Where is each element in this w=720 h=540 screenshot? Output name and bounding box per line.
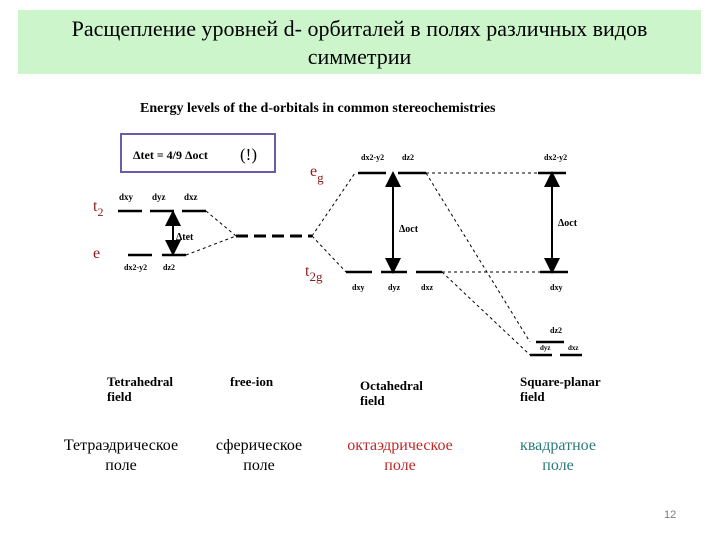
sq-dxz-label: dxz — [568, 344, 579, 352]
oct-t2g-orbital-label-1: dxy — [352, 283, 365, 292]
oct-t2g-orbital-label-3: dxz — [421, 283, 433, 292]
tet-to-freeion-upper-link — [206, 211, 236, 236]
octahedral-field-label: Octahedral field — [360, 378, 423, 408]
delta-ratio-text: Δtet = 4/9 Δoct — [133, 148, 208, 162]
slide-title: Расщепление уровней d- орбиталей в полях различных видов — [71, 16, 648, 41]
freeion-to-t2g-link — [312, 236, 346, 272]
sq-dz2-label: dz2 — [550, 326, 562, 335]
square-planar-field-label: Square-planar field — [520, 374, 601, 404]
oct-upper-term-label: $e_g$ — [310, 163, 324, 185]
tet-e-orbital-label-2: dz2 — [163, 263, 175, 272]
oct-eg-orbital-label-2: dz2 — [402, 153, 414, 162]
sq-dyz-label: dyz — [540, 344, 551, 352]
diagram-heading: Energy levels of the d-orbitals in common stereochemistries — [140, 101, 496, 116]
sq-splitting-label: Δoct — [558, 218, 578, 229]
page-number: 12 — [664, 509, 677, 521]
tet-t2-orbital-label-3: dxz — [184, 192, 198, 202]
delta-ratio-mark: (!) — [240, 145, 257, 164]
sq-dxy-label: dxy — [550, 283, 563, 292]
oct-lower-term-label: $t_{2g}$ — [305, 263, 323, 284]
oct-splitting-label: Δoct — [399, 224, 419, 235]
slide-title-continuation: симметрии — [307, 44, 412, 69]
spherical-field-ru-label: сферическое поле — [215, 437, 303, 474]
t2g-to-sqplanar-dxz-link — [442, 272, 530, 355]
sq-dx2y2-label: dx2-y2 — [544, 153, 568, 162]
tet-splitting-label: Δtet — [176, 232, 194, 243]
tetrahedral-field-ru-label: Тетраэдрическое поле — [63, 437, 179, 474]
free-ion-label: free-ion — [230, 374, 274, 389]
tet-to-freeion-lower-link — [186, 236, 236, 255]
tet-lower-term-label: e — [93, 245, 101, 262]
eg-to-sqplanar-dz2-link — [426, 173, 530, 342]
tet-t2-orbital-label-1: dxy — [119, 192, 134, 202]
tet-e-orbital-label-1: dx2-y2 — [124, 263, 148, 272]
tetrahedral-field-label: Tetrahedral field — [107, 374, 173, 404]
oct-eg-orbital-label-1: dx2-y2 — [361, 153, 385, 162]
tet-upper-term-label: $t_2$ — [93, 198, 104, 219]
oct-t2g-orbital-label-2: dyz — [388, 283, 400, 292]
octahedral-field-ru-label: октаэдрическое поле — [347, 437, 453, 474]
tet-t2-orbital-label-2: dyz — [152, 192, 166, 202]
square-planar-field-ru-label: квадратное поле — [520, 437, 596, 474]
